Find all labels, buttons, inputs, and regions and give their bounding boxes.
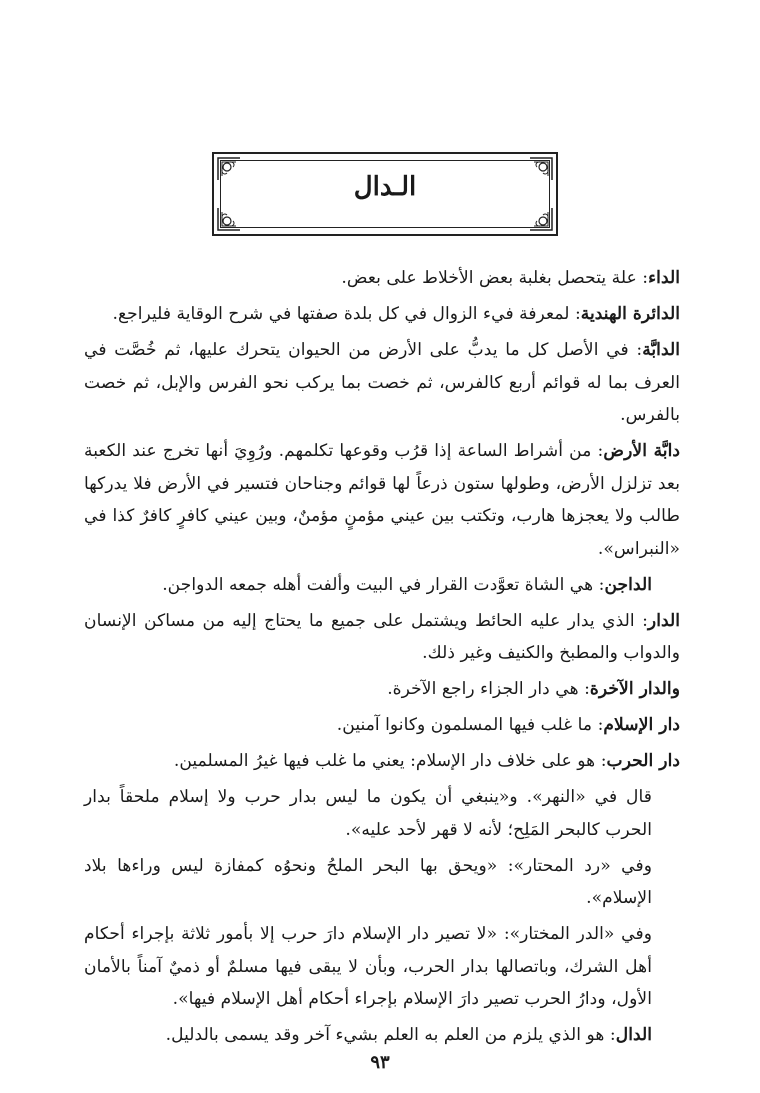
- entry-text: وفي «رد المحتار»: «ويحق بها البحر الملحُ ونحوُه كمفازة ليس وراءها بلاد الإسلام».: [84, 855, 652, 908]
- entry-text: لمعرفة فيء الزوال في كل بلدة صفتها في شرح الوقاية فليراجع.: [112, 304, 570, 324]
- entry-term: دار الإسلام: [603, 715, 680, 735]
- entry: [84, 569, 680, 602]
- entry-text: من أشراط الساعة إذا قرُب وقوعها تكلمهم. ورُوِيَ أنها تخرج عند الكعبة بعد تزلزل الأرض، وطولها ستون ذرعاً لها قوائم وجناحان فتسير في الأرض فلا يدركها طالب ولا يعجزها هارب، وتكتب بين عيني مؤمنٍ مؤمنٌ، وبين عيني كافرٍ كافرٌ كذا في «النبراس».: [84, 441, 680, 559]
- entry: [84, 745, 680, 778]
- entry-separator: :: [604, 1025, 616, 1045]
- entry: [84, 709, 680, 742]
- entry: [84, 673, 680, 706]
- entry-term: الدابَّة: [642, 340, 680, 360]
- entry-separator: :: [628, 340, 643, 360]
- entry-text: في الأصل كل ما يدبُّ على الأرض من الحيوان يتحرك عليها، ثم خُصَّت في العرف بما له قوائم أربع كالفرس، ثم خصت بما يركب نحو الفرس والإبل، ثم خصت بالفرس.: [84, 340, 680, 425]
- entry-text: الذي يدار عليه الحائط ويشتمل على جميع ما يحتاج إليه من مساكن الإنسان والدواب والمطبخ والكنيف وغير ذلك.: [84, 610, 680, 663]
- entry: [84, 435, 680, 565]
- entry-text: قال في «النهر». و«ينبغي أن يكون ما ليس بدار حرب ولا إسلام ملحقاً بدار الحرب كالبحر المَلِح؛ لأنه لا قهر لأحد عليه».: [84, 787, 652, 840]
- entry-term: الدائرة الهندية: [580, 304, 680, 324]
- entry-term: الدار: [647, 610, 680, 631]
- entry-term: الداجن: [604, 574, 652, 595]
- entry-continuation: [84, 850, 680, 915]
- entry-text: هو على خلاف دار الإسلام: يعني ما غلب فيها غيرُ المسلمين.: [173, 751, 596, 771]
- dictionary-entries: [84, 262, 680, 1055]
- chapter-title: الـدال: [353, 172, 417, 202]
- entry-separator: :: [634, 610, 648, 631]
- chapter-header-frame: [212, 152, 558, 236]
- entry-text: هو الذي يلزم من العلم به العلم بشيء آخر وقد يسمى بالدليل.: [165, 1025, 605, 1045]
- entry-text: وفي «الدر المختار»: «لا تصير دار الإسلام دارَ حرب إلا بأمور ثلاثة بإجراء أحكام أهل الشرك، وباتصالها بدار الحرب، وبأن لا يبقى فيها مسلمٌ أو ذميٌ آمناً بالأمان الأول، ودارُ الحرب تصير دارَ الإسلام بإجراء أحكام أهل الإسلام فيها».: [84, 924, 652, 1009]
- entry-term: الداء: [648, 268, 680, 288]
- entry-text: علة يتحصل بغلبة بعض الأخلاط على بعض.: [341, 268, 637, 288]
- corner-ornament-icon: [216, 206, 242, 232]
- entry-separator: :: [591, 441, 604, 461]
- entry-text: ما غلب فيها المسلمون وكانوا آمنين.: [336, 715, 593, 735]
- entry-continuation: [84, 781, 680, 846]
- entry: [84, 298, 680, 331]
- entry-term: دار الحرب: [606, 751, 680, 771]
- entry: [84, 1019, 680, 1052]
- entry: [84, 334, 680, 432]
- entry-separator: :: [569, 304, 581, 324]
- corner-ornament-icon: [528, 206, 554, 232]
- entry-text: هي الشاة تعوَّدت القرار في البيت وألفت أهله جمعه الدواجن.: [162, 574, 594, 595]
- entry-separator: :: [593, 574, 605, 595]
- entry-text: هي دار الجزاء راجع الآخرة.: [387, 679, 579, 699]
- entry: [84, 605, 680, 670]
- entry-separator: :: [578, 679, 590, 699]
- page-number: ٩٣: [370, 1052, 390, 1073]
- entry-separator: :: [636, 268, 649, 288]
- entry-term: والدار الآخرة: [589, 679, 680, 699]
- entry-separator: :: [595, 751, 607, 771]
- entry-term: الدال: [615, 1025, 652, 1045]
- entry-term: دابَّة الأرض: [603, 441, 681, 461]
- entry: [84, 262, 680, 295]
- entry-separator: :: [592, 715, 604, 735]
- entry-continuation: [84, 918, 680, 1016]
